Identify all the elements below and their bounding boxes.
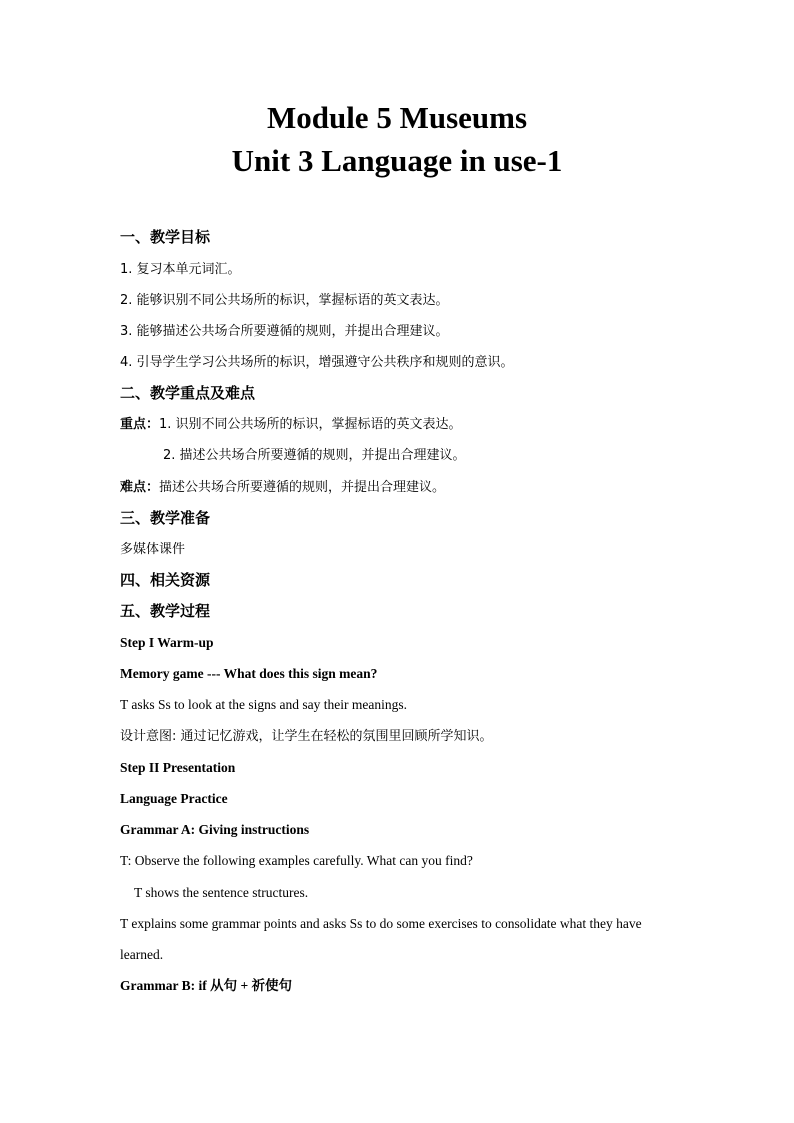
difficult-label: 难点：: [120, 480, 160, 495]
objective-item: 3. 能够描述公共场合所要遵循的规则，并提出合理建议。: [120, 324, 449, 339]
document-title-module: Module 5 Museums: [266, 100, 528, 135]
step1-text: T asks Ss to look at the signs and say their meanings.: [120, 697, 407, 712]
difficult-point-line: [120, 479, 445, 497]
section-heading-resources: 四、相关资源: [120, 571, 211, 589]
grammar-a-explain: T explains some grammar points and asks Ss to do some exercises to consolidate what they have: [120, 916, 642, 931]
objective-item: 1. 复习本单元词汇。: [120, 262, 241, 277]
design-intent: 设计意图: 通过记忆游戏，让学生在轻松的氛围里回顾所学知识。: [120, 729, 493, 744]
step-warm-up: Step I Warm-up: [120, 635, 214, 650]
difficult-text: 描述公共场合所要遵循的规则，并提出合理建议。: [159, 480, 446, 495]
key-label: 重点：: [120, 417, 160, 432]
document-title-unit: Unit 3 Language in use-1: [231, 143, 563, 178]
key-point-line: [120, 416, 462, 434]
section-heading-keypoints: 二、教学重点及难点: [120, 384, 256, 402]
section-heading-preparation: 三、教学准备: [120, 509, 211, 527]
section-heading-process: 五、教学过程: [120, 602, 211, 620]
step-presentation: Step II Presentation: [120, 760, 236, 775]
objective-item: 2. 能够识别不同公共场所的标识，掌握标语的英文表达。: [120, 293, 449, 308]
memory-game-heading: Memory game --- What does this sign mean?: [120, 666, 378, 681]
key-item: 1. 识别不同公共场所的标识，掌握标语的英文表达。: [159, 417, 462, 432]
language-practice-heading: Language Practice: [120, 791, 228, 806]
grammar-b-heading: Grammar B: if 从句 + 祈使句: [120, 978, 293, 993]
grammar-a-explain-cont: learned.: [120, 947, 164, 962]
grammar-a-question: T: Observe the following examples carefully. What can you find?: [120, 853, 473, 868]
section-heading-objectives: 一、教学目标: [120, 228, 211, 246]
objective-item: 4. 引导学生学习公共场所的标识，增强遵守公共秩序和规则的意识。: [120, 355, 514, 370]
grammar-a-show: T shows the sentence structures.: [134, 885, 309, 900]
grammar-a-heading: Grammar A: Giving instructions: [120, 822, 310, 837]
preparation-text: 多媒体课件: [120, 542, 186, 557]
key-item: 2. 描述公共场合所要遵循的规则，并提出合理建议。: [163, 448, 466, 463]
